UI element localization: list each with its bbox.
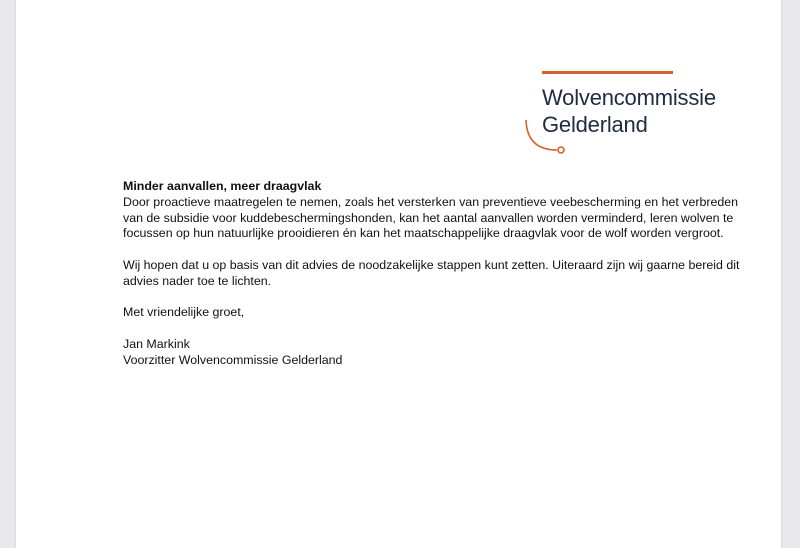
document-page <box>16 0 781 548</box>
logo-accent-bar <box>542 71 673 74</box>
logo-text-line1: Wolvencommissie <box>542 85 716 110</box>
signer-name: Jan Markink <box>123 336 190 351</box>
closing-greeting: Met vriendelijke groet, <box>123 305 245 320</box>
paragraph-2: Wij hopen dat u op basis van dit advies de noodzakelijke stappen kunt zetten. Uiteraard zijn wij gaarne bereid dit advies nader toe te lichten. <box>123 257 740 288</box>
signer-title: Voorzitter Wolvencommissie Gelderland <box>123 352 343 367</box>
logo-text-line2: Gelderland <box>542 112 648 137</box>
paragraph-1: Door proactieve maatregelen te nemen, zoals het versterken van preventieve veebescherming en het verbreden van de subsidie voor kuddebeschermingshonden, kan het aantal aanvallen worden verminderd, leren wolven te focussen op hun natuurlijke prooidieren én kan het maatschappelijke draagvlak voor de wolf worden vergroot. <box>123 194 739 241</box>
letter-body <box>123 179 743 369</box>
logo-curve-icon <box>521 118 581 158</box>
section-heading: Minder aanvallen, meer draagvlak <box>123 179 322 193</box>
